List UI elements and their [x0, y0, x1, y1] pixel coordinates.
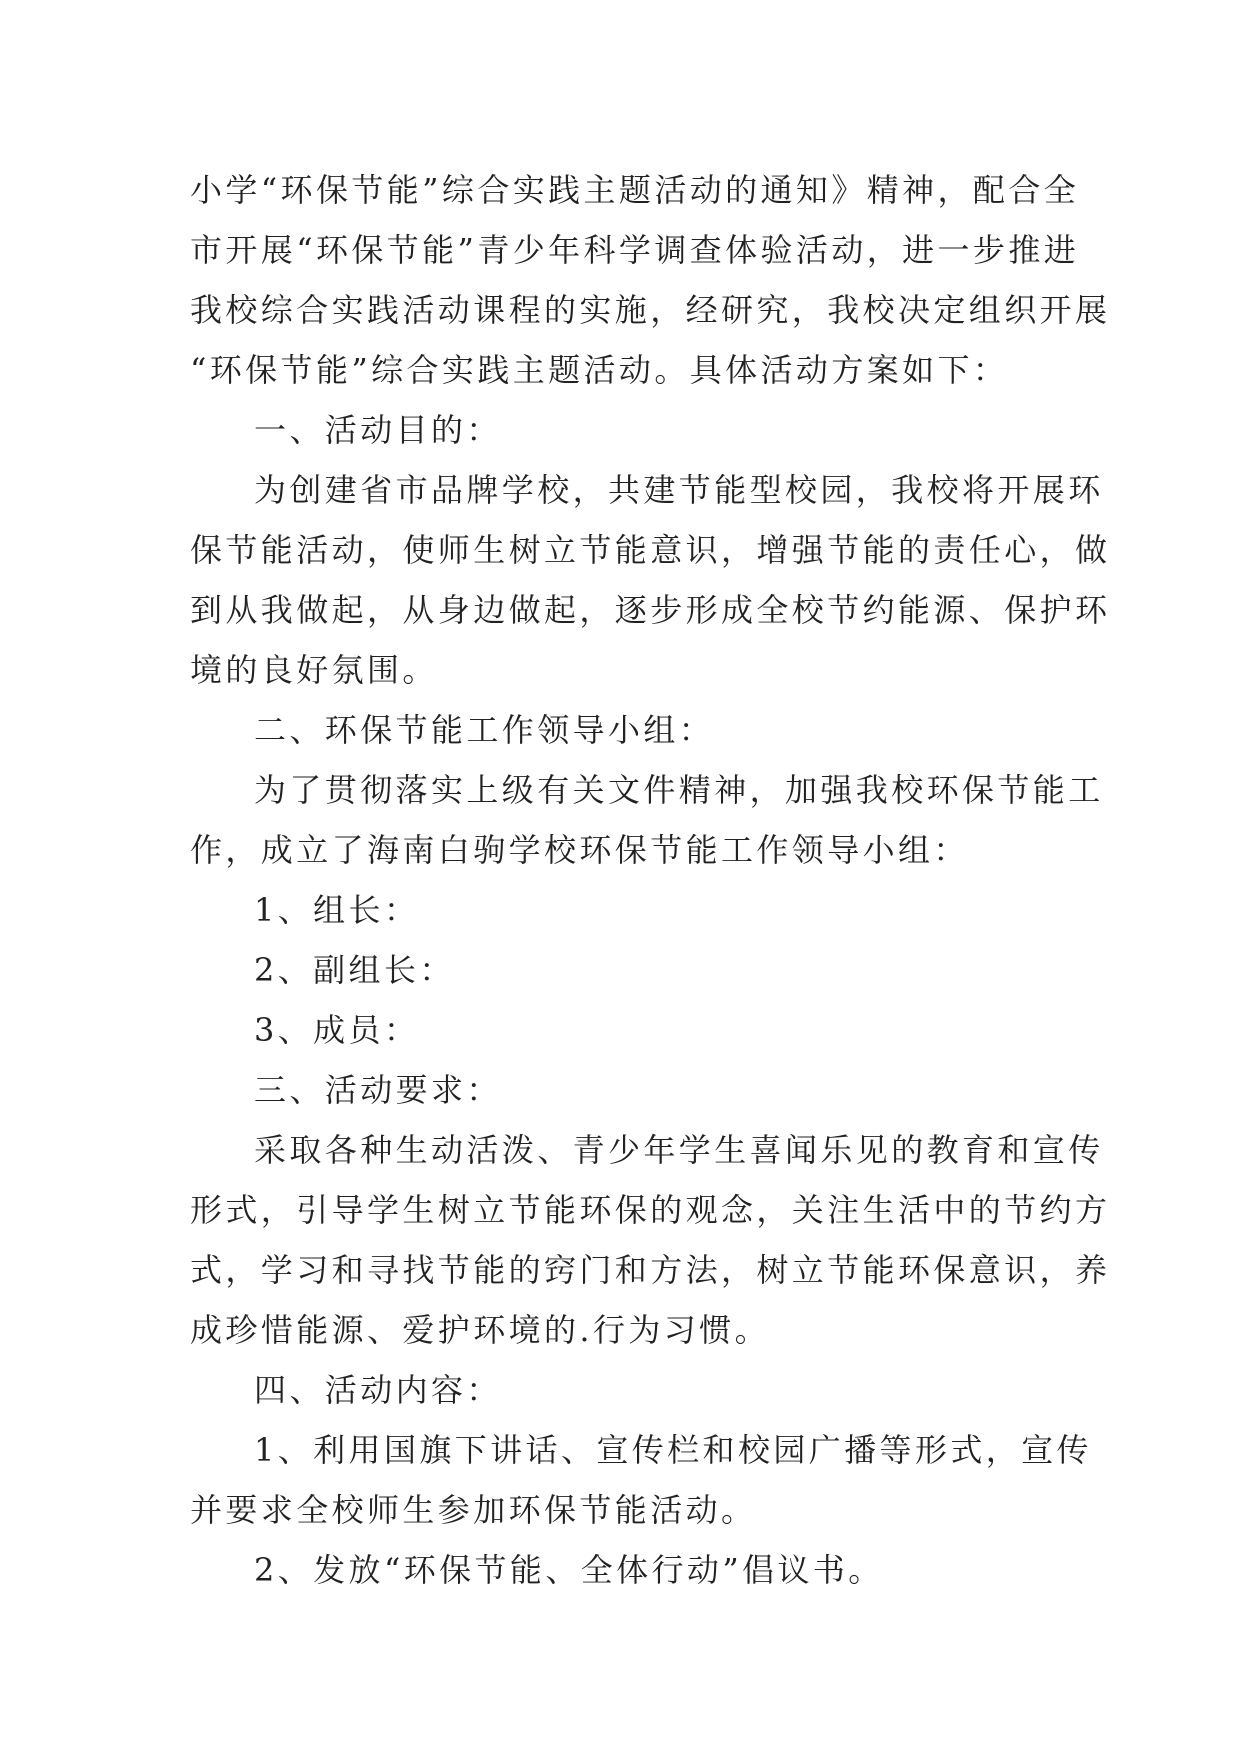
list-item: 1、利用国旗下讲话、宣传栏和校园广播等形式，宣传	[254, 1431, 1092, 1469]
section-heading: 一、活动目的：	[254, 411, 502, 449]
text-line: 市开展“环保节能”青少年科学调查体验活动，进一步推进	[190, 231, 1080, 269]
text-line: 境的良好氛围。	[190, 651, 438, 689]
section-heading: 三、活动要求：	[254, 1071, 502, 1109]
text-line: 采取各种生动活泼、青少年学生喜闻乐见的教育和宣传	[254, 1131, 1104, 1169]
text-line: 到从我做起，从身边做起，逐步形成全校节约能源、保护环	[190, 591, 1111, 629]
text-line: 成珍惜能源、爱护环境的.行为习惯。	[190, 1311, 770, 1349]
section-heading: 四、活动内容：	[254, 1371, 502, 1409]
section-heading: 二、环保节能工作领导小组：	[254, 711, 715, 749]
text-line: 为创建省市品牌学校，共建节能型校园，我校将开展环	[254, 471, 1104, 509]
text-line: 小学“环保节能”综合实践主题活动的通知》精神，配合全	[190, 171, 1080, 209]
list-item: 2、发放“环保节能、全体行动”倡议书。	[254, 1551, 884, 1589]
text-line: “环保节能”综合实践主题活动。具体活动方案如下：	[190, 351, 1009, 389]
text-line: 我校综合实践活动课程的实施，经研究，我校决定组织开展	[190, 291, 1111, 329]
list-item: 3、成员：	[254, 1011, 420, 1049]
document-page	[190, 160, 1111, 1600]
text-line: 为了贯彻落实上级有关文件精神，加强我校环保节能工	[254, 771, 1104, 809]
text-line: 保节能活动，使师生树立节能意识，增强节能的责任心，做	[190, 531, 1111, 569]
text-line: 并要求全校师生参加环保节能活动。	[190, 1491, 757, 1529]
text-line: 形式，引导学生树立节能环保的观念，关注生活中的节约方	[190, 1191, 1111, 1229]
text-line: 式，学习和寻找节能的窍门和方法，树立节能环保意识，养	[190, 1251, 1111, 1289]
text-line: 作，成立了海南白驹学校环保节能工作领导小组：	[190, 831, 969, 869]
list-item: 1、组长：	[254, 891, 420, 929]
list-item: 2、副组长：	[254, 951, 455, 989]
